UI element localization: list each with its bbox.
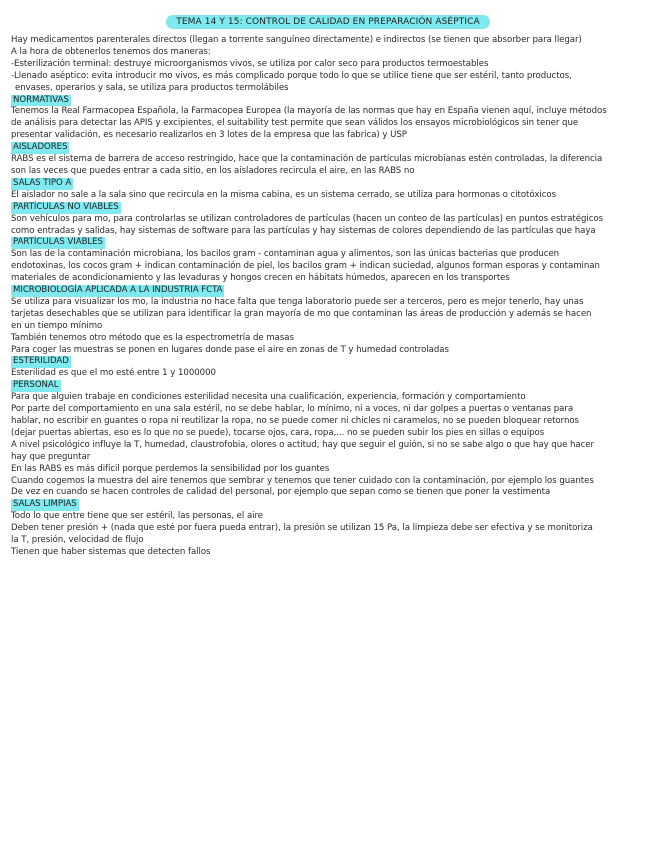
section-aisladores [11,142,649,178]
body-line: Son vehículos para mo, para controlarlas se utilizan controladores de partículas (hacen un conteo de las partículas) en puntos estratégicos [11,213,604,224]
body-line: De vez en cuando se hacen controles de calidad del personal, por ejemplo que sepan como se tienen que poner la vestimenta [11,487,551,498]
body-line: endotoxinas, los cocos gram + indican contaminación de piel, los bacilos gram + indican suciedad, algunos forman esporas y contaminan [11,261,600,272]
body-line: en un tiempo mínimo [11,320,103,331]
section-particulas-no-viables [11,202,649,238]
section-heading: PARTÍCULAS VIABLES [13,237,103,248]
body-line: Deben tener presión + (nada que esté por fuera pueda entrar), la presión se utilizan 15 Pa, la limpieza debe ser efectiva y se monitoriza [11,523,593,534]
document-body [11,35,649,559]
section-esterilidad [11,356,649,380]
section-personal [11,380,649,499]
body-line: Para que alguien trabaje en condiciones esterilidad necesita una cualificación, experiencia, formación y comportamiento [11,392,526,403]
intro-line: -Llenado aséptico: evita introducir mo vivos, es más complicado porque todo lo que se utilice tiene que ser estéril, tanto productos, [11,70,572,81]
body-line: Todo lo que entre tiene que ser estéril, las personas, el aire [11,511,264,522]
intro-line: Hay medicamentos parenterales directos (llegan a torrente sanguíneo directamente) e indirectos (se tienen que absorber para llegar) [11,35,582,45]
body-line: materiales de acondicionamiento y las levaduras y hongos crecen en hábitats húmedos, aparecen en los transportes [11,273,510,284]
body-line: Para coger las muestras se ponen en lugares donde pase el aire en zonas de T y humedad controladas [11,344,449,355]
section-heading: PERSONAL [13,380,59,391]
body-line: presentar validación, es necesario realizarlos en 3 lotes de la empresa que las fabrica) y USP [11,130,407,141]
intro-line: envases, operarios y sala, se utiliza para productos termolábiles [15,82,289,93]
body-line: hablar, no escribir en guantes o ropa ni reutilizar la ropa, no se puede comer ni chicles ni caramelos, no se pueden bloquear retornos [11,416,579,426]
body-line: Por parte del comportamiento en una sala estéril, no se debe hablar, lo mínimo, ni a voces, ni dar golpes a puertas o ventanas para [11,404,574,415]
body-line: (dejar puertas abiertas, eso es lo que no se puede), tocarse ojos, cara, ropa,... no se pueden subir los pies en sillas o equipos [11,427,545,438]
intro-line: -Esterilización terminal: destruye microorganismos vivos, se utiliza por calor seco para productos termoestables [11,58,489,69]
intro-block [11,35,649,95]
body-line: El aislador no sale a la sala sino que recircula en la misma cabina, es un sistema cerrado, se utiliza para hormonas o citotóxicos [11,189,557,200]
body-line: En las RABS es más difícil porque perdemos la sensibilidad por los guantes [11,463,330,474]
body-line: de análisis para detectar las APIS y excipientes, el suitability test permite que sean válidos los ensayos microbiológicos sin tener que [11,118,579,129]
body-line: También tenemos otro método que es la espectrometría de masas [11,332,294,343]
section-heading: SALAS TIPO A [13,177,72,188]
body-line: son las veces que puedes entrar a cada sitio, en los aisladores recircula el aire, en las RABS no [11,165,415,176]
body-line: hay que preguntar [11,451,91,462]
section-heading: ESTERILIDAD [13,356,69,367]
section-normativas [11,95,649,143]
title-wrap [0,9,656,29]
body-line: como entradas y salidas, hay sistemas de software para las partículas y hay sistemas de colores dependiendo de las partículas que haya [11,225,596,236]
body-line: Cuando cogemos la muestra del aire tenemos que sembrar y tenemos que tener cuidado con la contaminación, por ejemplo los guantes [11,475,594,486]
body-line: Tienen que haber sistemas que detecten fallos [11,546,211,557]
section-heading: PARTÍCULAS NO VIABLES [13,201,119,212]
body-line: RABS es el sistema de barrera de acceso restringido, hace que la contaminación de partículas microbianas estén controladas, la diferencia [11,154,603,165]
section-heading: MICROBIOLOGÍA APLICADA A LA INDUSTRIA FCTA [13,285,223,296]
body-line: Se utiliza para visualizar los mo, la industria no hace falta que tenga laboratorio puede ser a terceros, pero es mejor tenerlo, hay unas [11,296,584,307]
section-salas-tipo-a [11,178,649,202]
section-heading: AISLADORES [13,142,68,153]
section-salas-limpias [11,499,649,559]
body-line: tarjetas desechables que se utilizan para identificar la gran mayoría de mo que contaminan las áreas de producción y además se hacen [11,308,592,319]
section-microbiologia [11,285,649,356]
section-heading: SALAS LIMPIAS [13,499,77,510]
body-line: A nivel psicológico influye la T, humedad, claustrofobia, olores o actitud, hay que seguir el guión, si no se sabe algo o que hay que hacer [11,439,595,450]
body-line: Son las de la contaminación microbiana, los bacilos gram - contaminan agua y alimentos, son las únicas bacterias que producen [11,249,560,260]
body-line: Tenemos la Real Farmacopea Española, la Farmacopea Europea (la mayoría de las normas que hay en España vienen aquí, incluye métodos [11,106,607,117]
intro-line: A la hora de obtenerlos tenemos dos maneras: [11,46,211,57]
body-line: Esterilidad es que el mo esté entre 1 y 1000000 [11,368,216,379]
body-line: la T, presión, velocidad de flujo [11,535,144,546]
section-heading: NORMATIVAS [13,94,69,105]
page-title: TEMA 14 Y 15: CONTROL DE CALIDAD EN PREPARACIÓN ASÉPTICA [166,15,489,29]
section-particulas-viables [11,237,649,285]
